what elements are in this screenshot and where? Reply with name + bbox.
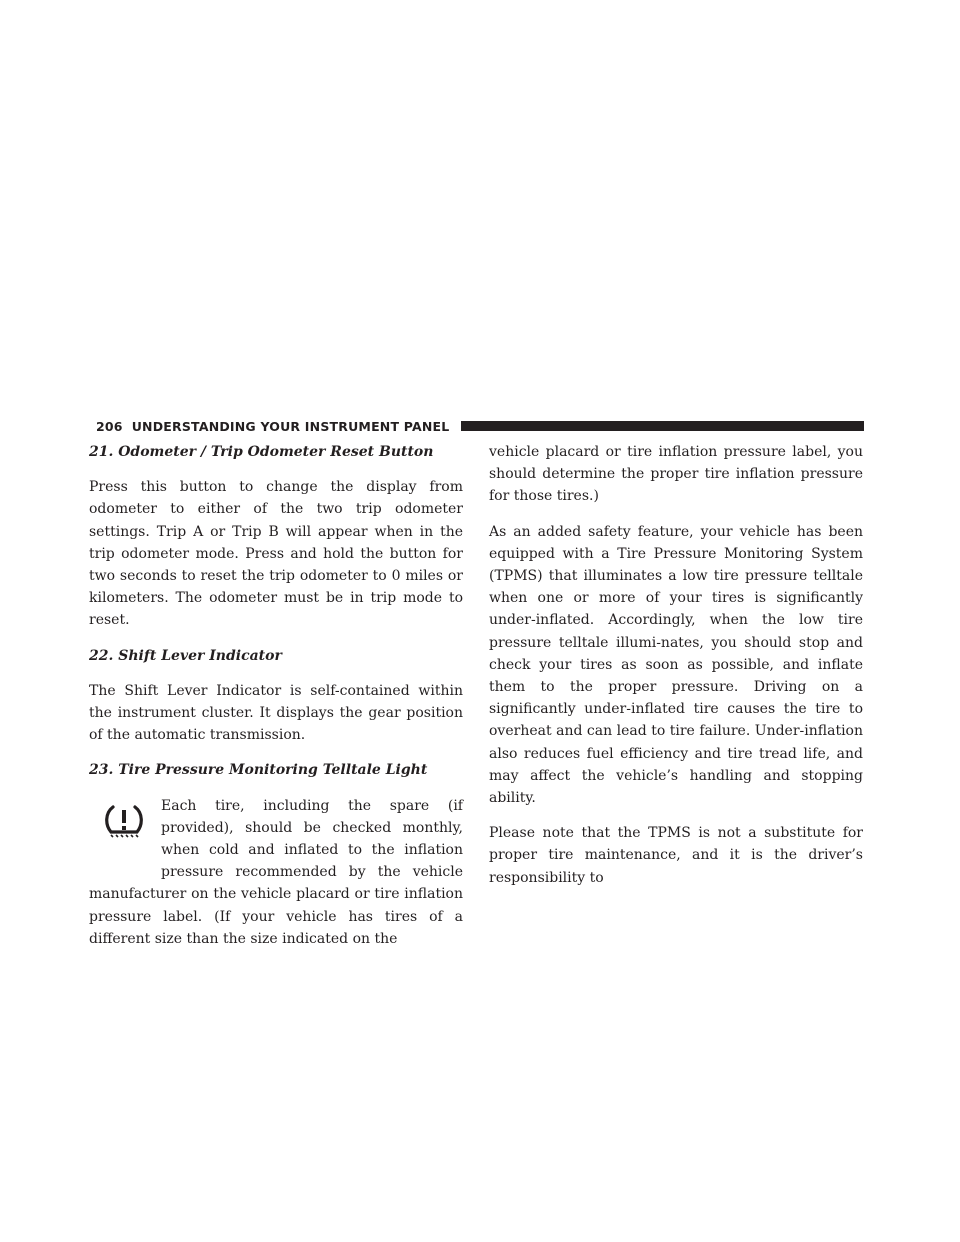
right-paragraph-1: vehicle placard or tire inflation pressure label, you should determine the proper tire inflation pressure for those tires.) — [489, 444, 863, 505]
page-number: 206 — [96, 418, 123, 434]
item-21-body: Press this button to change the display from odometer to either of the two trip odometer settings. Trip A or Trip B will appear when in the trip odometer mode. Press and hold the button for two seconds to reset the trip odometer to 0 miles or kilometers. The odometer must be in trip mode to reset. — [89, 479, 463, 629]
right-paragraph-3: Please note that the TPMS is not a substitute for proper tire maintenance, and it is the driver’s responsibility to — [489, 825, 863, 886]
item-21-heading: 21. Odometer / Trip Odometer Reset Button — [89, 444, 434, 460]
item-22-body: The Shift Lever Indicator is self-contained within the instrument cluster. It displays the gear position of the automatic transmission. — [89, 682, 463, 744]
item-23-body-block — [89, 795, 463, 950]
item-23-heading: 23. Tire Pressure Monitoring Telltale Light — [89, 762, 428, 779]
section-title: UNDERSTANDING YOUR INSTRUMENT PANEL — [131, 418, 450, 434]
item-22-heading: 22. Shift Lever Indicator — [89, 647, 282, 664]
tire-pressure-warning-icon — [89, 795, 159, 883]
left-column — [89, 441, 463, 950]
item-23-body: Each tire, including the spare (if provided), should be checked monthly, when cold and inflated to the inflation pressure recommended by the vehicle manufacturer on the vehicle placard or tire inflation pressure label. (If your vehicle has tires of a different size than the size indicated on the — [89, 797, 463, 947]
right-column — [489, 441, 863, 902]
page-header — [96, 417, 864, 435]
right-paragraph-2: As an added safety feature, your vehicle has been equipped with a Tire Pressure Monitoring System (TPMS) that illuminates a low tire pressure telltale when one or more of your tires is significantly under-inflated. Accordingly, when the low tire pressure telltale illumi-nates, you should stop and check your tires as soon as possible, and inflate them to the proper pressure. Driving on a significantly under-inflated tire causes the tire to overheat and can lead to tire failure. Under-inflation also reduces fuel efficiency and tire tread life, and may affect the vehicle’s handling and stopping ability. — [489, 523, 863, 807]
header-rule — [461, 421, 864, 431]
